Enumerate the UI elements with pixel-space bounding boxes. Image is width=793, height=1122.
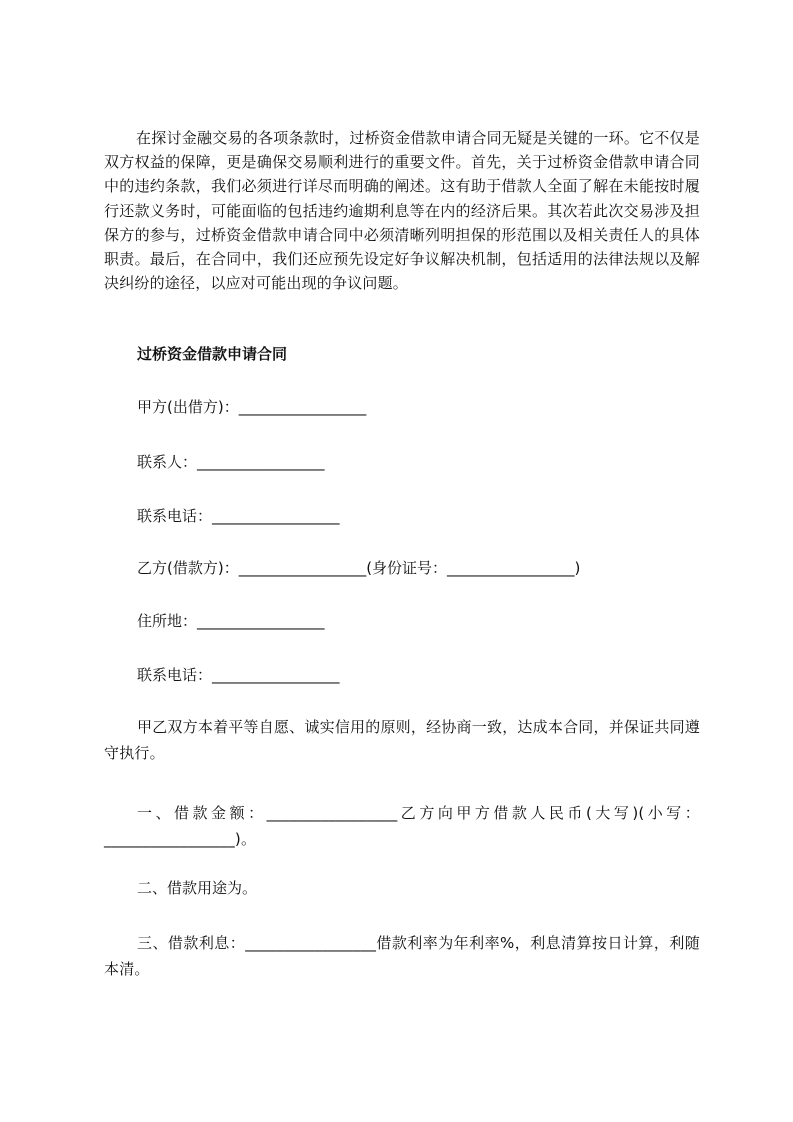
lender-field: 甲方(出借方)：_________________ <box>137 398 367 416</box>
borrower-address-field: 住所地：_________________ <box>137 612 325 630</box>
agreement-paragraph: 甲乙双方本着平等自愿、诚实信用的原则，经协商一致，达成本合同，并保证共同遵守执行。 <box>104 718 700 762</box>
clause-amount: 一、借款金额：_________________乙方向甲方借款人民币(大写)(小写：_________________)。 <box>104 804 700 848</box>
intro-paragraph: 在探讨金融交易的各项条款时，过桥资金借款申请合同无疑是关键的一环。它不仅是双方权益的保障，更是确保交易顺利进行的重要文件。首先，关于过桥资金借款申请合同中的违约条款，我们必须进行详尽而明确的阐述。这有助于借款人全面了解在未能按时履行还款义务时，可能面临的包括违约逾期利息等在内的经济后果。其次若此次交易涉及担保方的参与，过桥资金借款申请合同中必须清晰列明担保的形范围以及相关责任人的具体职责。最后，在合同中，我们还应预先设定好争议解决机制，包括适用的法律法规以及解决纠纷的途径，以应对可能出现的争议问题。 <box>104 129 700 293</box>
borrower-phone-field: 联系电话：_________________ <box>137 666 340 684</box>
clause-purpose: 二、借款用途为。 <box>137 879 258 897</box>
lender-contact-field: 联系人：_________________ <box>137 453 325 471</box>
contract-title: 过桥资金借款申请合同 <box>137 345 288 363</box>
borrower-field: 乙方(借款方)：_________________(身份证号：_________________) <box>137 559 581 577</box>
clause-interest: 三、借款利息：_________________借款利率为年利率%，利息清算按日计算，利随本清。 <box>104 934 700 978</box>
lender-phone-field: 联系电话：_________________ <box>137 507 340 525</box>
